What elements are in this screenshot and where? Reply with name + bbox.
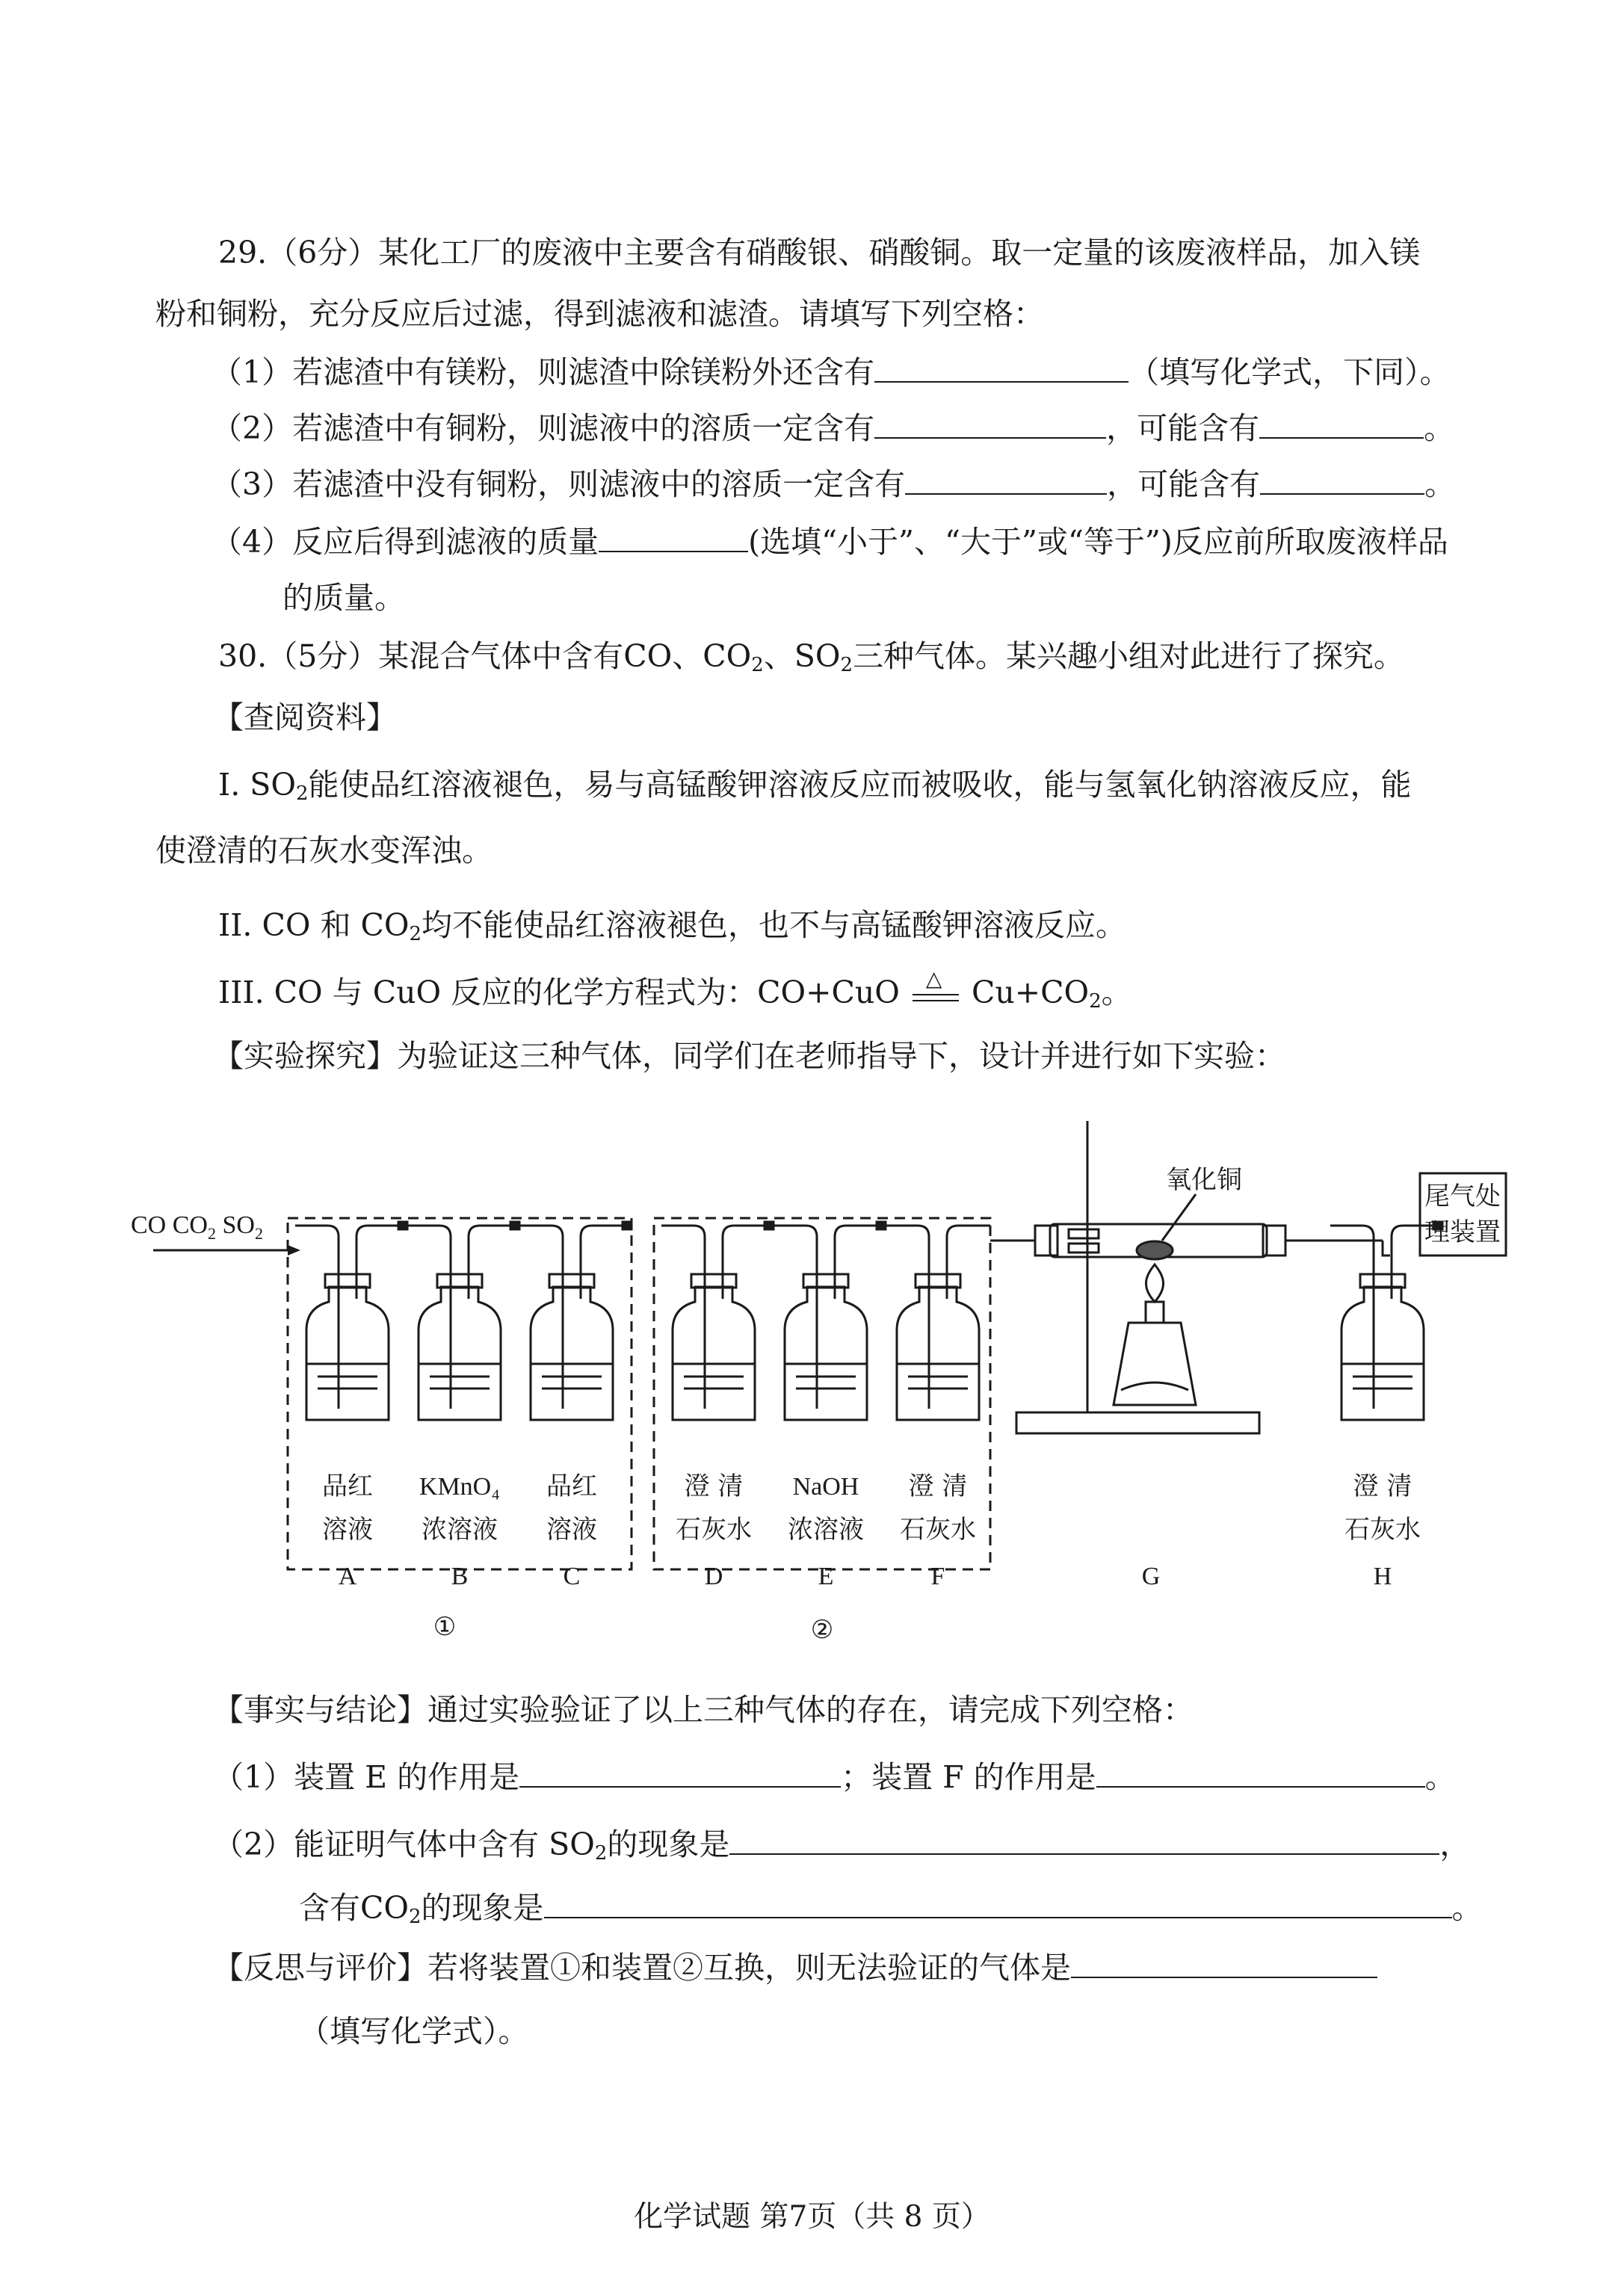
- apparatus-letter-h: H: [1373, 1563, 1392, 1590]
- q29-part2-blank-definite[interactable]: [874, 407, 1106, 439]
- wash-bottle-c: [519, 1222, 632, 1420]
- wash-bottle-b: [407, 1222, 519, 1420]
- q30-intro-c: 三种气体。某兴趣小组对此进行了探究。: [853, 638, 1405, 674]
- tail-gas-label-2: 理装置: [1424, 1217, 1501, 1247]
- q29-part3-text: （3）若滤渣中没有铜粉，则滤液中的溶质一定含有: [212, 466, 906, 502]
- q29-part3-end: 。: [1424, 466, 1456, 502]
- facts-1: [213, 1756, 1456, 1798]
- alcohol-lamp: [1114, 1323, 1196, 1405]
- facts-2-a: （2）能证明气体中含有 SO: [213, 1826, 595, 1862]
- bottle-e-reagent-line2: 浓溶液: [788, 1515, 864, 1545]
- bottle-c-reagent-line2: 溶液: [546, 1515, 597, 1545]
- facts-2-d: 含有CO: [299, 1890, 409, 1926]
- facts-2-blank-co2[interactable]: [544, 1887, 1452, 1918]
- apparatus-letter-b: B: [451, 1563, 469, 1590]
- ref-1: [218, 764, 1412, 806]
- sub-2: 2: [409, 923, 422, 945]
- clamp-bottom: [1069, 1244, 1099, 1252]
- bottle-b-reagent-line1: KMnO₄: [419, 1473, 501, 1501]
- sub-2: 2: [751, 654, 764, 676]
- heading-reference: 【查阅资料】: [213, 699, 397, 735]
- ref-2-a: II. CO 和 CO: [218, 907, 410, 943]
- q29-part4-cont: 的质量。: [282, 580, 405, 616]
- reflection-cont: （填写化学式）。: [299, 2013, 529, 2049]
- sub-2: 2: [840, 654, 853, 676]
- q30-intro-a: 30.（5分）某混合气体中含有CO、CO: [218, 638, 752, 674]
- heading-facts: 【事实与结论】通过实验验证了以上三种气体的存在，请完成下列空格：: [213, 1692, 1194, 1728]
- q29-part3: [212, 463, 1455, 505]
- facts-2: [213, 1823, 1470, 1865]
- facts-1-blank-e[interactable]: [519, 1756, 841, 1788]
- bottle-c-reagent-line1: 品红: [546, 1471, 597, 1501]
- bottle-f-reagent-line2: 石灰水: [900, 1515, 976, 1545]
- sub-2: 2: [594, 1842, 608, 1865]
- q29-part2-blank-possible[interactable]: [1259, 407, 1424, 439]
- wash-bottle-h: [1330, 1222, 1442, 1420]
- bottle-d-reagent-line1: 澄 清: [684, 1471, 744, 1501]
- facts-2-c: ，: [1439, 1826, 1471, 1862]
- q30-intro: [218, 635, 1404, 677]
- ref-3-b: Cu+CO: [971, 974, 1090, 1010]
- ref-3-a: III. CO 与 CuO 反应的化学方程式为：CO+CuO: [218, 974, 900, 1010]
- gas-inlet-label: CO $CO_2$ $SO_2$: [131, 1211, 263, 1243]
- q29-part2-text: （2）若滤渣中有铜粉，则滤液中的溶质一定含有: [212, 410, 875, 446]
- facts-1-c: 。: [1424, 1759, 1456, 1795]
- apparatus-letter-a: A: [338, 1563, 357, 1590]
- copper-oxide-pointer: [1162, 1194, 1196, 1241]
- facts-2-cont: [299, 1887, 1483, 1929]
- bottle-h-reagent-line2: 石灰水: [1344, 1515, 1421, 1545]
- facts-2-blank-so2[interactable]: [729, 1823, 1439, 1855]
- wash-bottle-e: [774, 1222, 886, 1420]
- group-2-label: ②: [810, 1616, 834, 1644]
- heading-explore: 【实验探究】为验证这三种气体，同学们在老师指导下，设计并进行如下实验：: [213, 1038, 1285, 1074]
- facts-2-e: 的现象是: [421, 1890, 544, 1926]
- ref-1-a: I. SO: [218, 767, 296, 803]
- reflection: [213, 1947, 1377, 1989]
- wash-bottle-a: [295, 1222, 407, 1420]
- facts-1-b: ；装置 F 的作用是: [841, 1759, 1096, 1795]
- bottle-a-reagent-line1: 品红: [322, 1471, 373, 1501]
- ref-3-c: 。: [1101, 974, 1132, 1010]
- group-1-label: ①: [433, 1613, 457, 1641]
- wash-bottle-d: [661, 1222, 774, 1420]
- q29-part1: [212, 351, 1451, 393]
- sub-2: 2: [408, 1906, 422, 1928]
- q29-part3-maybe-text: ，可能含有: [1107, 466, 1261, 502]
- iron-stand-base: [1016, 1412, 1259, 1433]
- q29-part4: [212, 521, 1448, 563]
- apparatus-letter-f: F: [930, 1563, 945, 1590]
- apparatus-letter-d: D: [704, 1563, 723, 1590]
- heating-equals-sign: [910, 966, 962, 1007]
- facts-2-f: 。: [1451, 1890, 1483, 1926]
- lamp-neck: [1146, 1302, 1164, 1323]
- q29-part4-options: (选填“小于”、“大于”或“等于”)反应前所取废液样品: [748, 524, 1448, 560]
- tail-gas-label-1: 尾气处: [1424, 1182, 1501, 1211]
- sub-2: 2: [295, 782, 309, 805]
- tube-stopper-left: [1035, 1226, 1058, 1255]
- reflection-a: 【反思与评价】若将装置①和装置②互换，则无法验证的气体是: [213, 1950, 1071, 1986]
- bottle-e-reagent-line1: NaOH: [792, 1473, 859, 1501]
- bottle-h-reagent-line1: 澄 清: [1353, 1471, 1412, 1501]
- lamp-liquid: [1121, 1383, 1188, 1390]
- flame-icon: [1146, 1264, 1163, 1302]
- ref-1-cont: 使澄清的石灰水变浑浊。: [155, 833, 493, 868]
- apparatus-letter-e: E: [818, 1563, 834, 1590]
- q29-part2-end: 。: [1424, 410, 1455, 446]
- q29-part1-suffix: （填写化学式，下同）。: [1129, 354, 1451, 390]
- copper-oxide-powder: [1137, 1241, 1173, 1259]
- ref-2-b: 均不能使品红溶液褪色，也不与高锰酸钾溶液反应。: [422, 907, 1127, 943]
- apparatus-letter-g: G: [1141, 1563, 1161, 1590]
- heat-icon: △: [925, 966, 942, 991]
- q29-part1-blank[interactable]: [874, 351, 1129, 383]
- bottle-d-reagent-line2: 石灰水: [676, 1515, 752, 1545]
- gas-inlet-arrow-icon: [288, 1245, 300, 1255]
- reflection-blank[interactable]: [1071, 1947, 1377, 1978]
- sub-2: 2: [1089, 990, 1102, 1013]
- apparatus-letter-c: C: [563, 1563, 581, 1590]
- q29-part4-text: （4）反应后得到滤液的质量: [212, 524, 599, 560]
- q29-part3-blank-possible[interactable]: [1260, 463, 1424, 495]
- experiment-apparatus-diagram: [0, 1106, 1624, 1659]
- wash-bottle-f: [886, 1226, 990, 1420]
- facts-1-a: （1）装置 E 的作用是: [213, 1759, 520, 1795]
- ref-1-b: 能使品红溶液褪色，易与高锰酸钾溶液反应而被吸收，能与氢氧化钠溶液反应，能: [308, 767, 1412, 803]
- facts-1-blank-f[interactable]: [1096, 1756, 1425, 1788]
- bottle-b-reagent-line2: 浓溶液: [422, 1515, 498, 1545]
- clamp-top: [1069, 1229, 1099, 1238]
- ref-2: [218, 904, 1126, 946]
- q29-part4-blank[interactable]: [599, 521, 748, 552]
- facts-2-b: 的现象是: [607, 1826, 730, 1862]
- q29-part2-maybe-text: ，可能含有: [1106, 410, 1260, 446]
- q29-part1-text: （1）若滤渣中有镁粉，则滤渣中除镁粉外还含有: [212, 354, 875, 390]
- bottle-f-reagent-line1: 澄 清: [908, 1471, 968, 1501]
- q29-intro-line1: 29.（6分）某化工厂的废液中主要含有硝酸银、硝酸铜。取一定量的该废液样品，加入镁: [218, 235, 1421, 271]
- page-footer: 化学试题 第7页（共 8 页）: [634, 2200, 990, 2234]
- copper-oxide-label: 氧化铜: [1166, 1165, 1242, 1195]
- q29-part3-blank-definite[interactable]: [905, 463, 1107, 495]
- bottle-a-reagent-line2: 溶液: [322, 1515, 373, 1545]
- q29-intro-line2: 粉和铜粉，充分反应后过滤，得到滤液和滤渣。请填写下列空格：: [155, 296, 1044, 332]
- q29-part2: [212, 407, 1454, 449]
- q30-intro-b: 、SO: [763, 638, 841, 674]
- ref-3: [218, 966, 1132, 1013]
